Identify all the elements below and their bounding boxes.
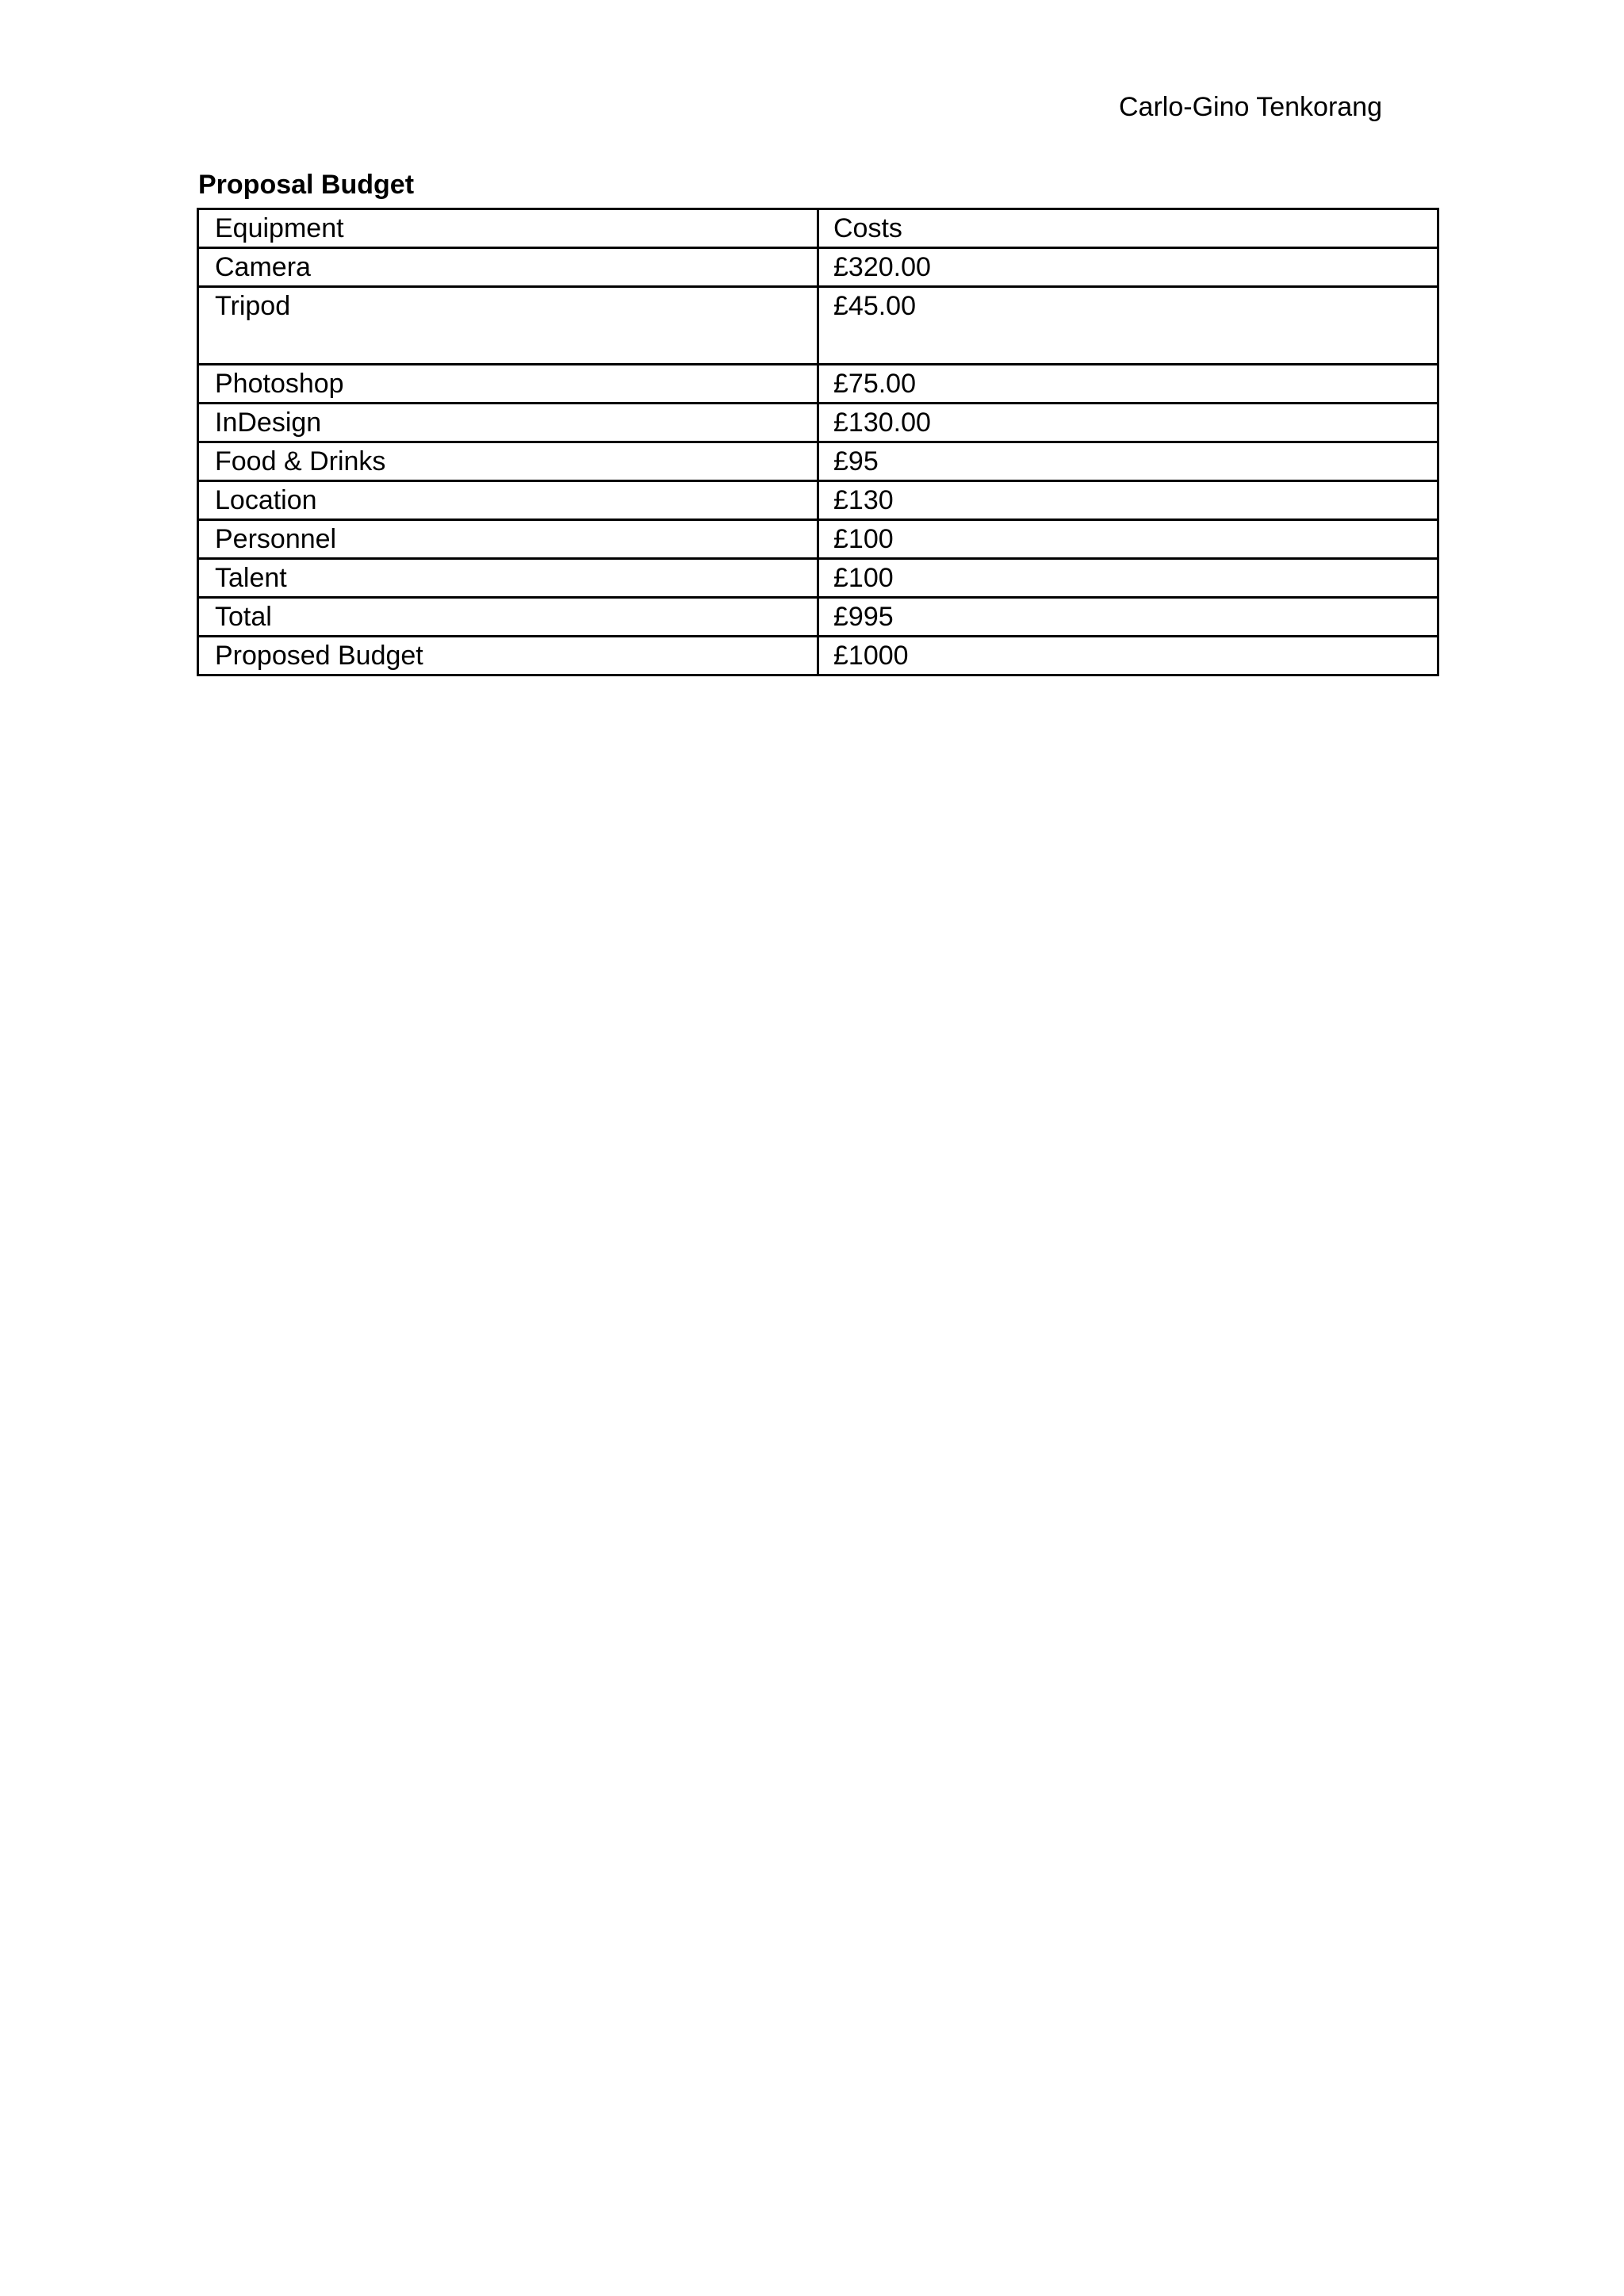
cost-cell: £100	[818, 559, 1438, 598]
item-cell: InDesign	[198, 404, 818, 442]
item-cell: Personnel	[198, 520, 818, 559]
item-cell: Talent	[198, 559, 818, 598]
column-header-costs: Costs	[818, 209, 1438, 248]
table-row	[198, 365, 1438, 404]
table-row	[198, 404, 1438, 442]
cost-cell: £130.00	[818, 404, 1438, 442]
table-row	[198, 481, 1438, 520]
column-header-equipment: Equipment	[198, 209, 818, 248]
item-cell: Location	[198, 481, 818, 520]
cost-cell: £45.00	[818, 287, 1438, 365]
item-cell: Tripod	[198, 287, 818, 365]
total-row	[198, 598, 1438, 637]
cost-cell: £995	[818, 598, 1438, 637]
item-cell: Total	[198, 598, 818, 637]
table-row	[198, 442, 1438, 481]
cost-cell: £320.00	[818, 248, 1438, 287]
cost-cell: £95	[818, 442, 1438, 481]
item-cell: Camera	[198, 248, 818, 287]
author-name: Carlo-Gino Tenkorang	[1119, 92, 1382, 122]
table-header-row	[198, 209, 1438, 248]
cost-cell: £130	[818, 481, 1438, 520]
proposed-budget-row	[198, 637, 1438, 675]
item-cell: Food & Drinks	[198, 442, 818, 481]
cost-cell: £1000	[818, 637, 1438, 675]
cost-cell: £100	[818, 520, 1438, 559]
item-cell: Photoshop	[198, 365, 818, 404]
table-row	[198, 248, 1438, 287]
table-row	[198, 287, 1438, 365]
page-title: Proposal Budget	[198, 170, 415, 200]
item-cell: Proposed Budget	[198, 637, 818, 675]
table-row	[198, 559, 1438, 598]
table-row	[198, 520, 1438, 559]
budget-table	[197, 208, 1439, 676]
cost-cell: £75.00	[818, 365, 1438, 404]
